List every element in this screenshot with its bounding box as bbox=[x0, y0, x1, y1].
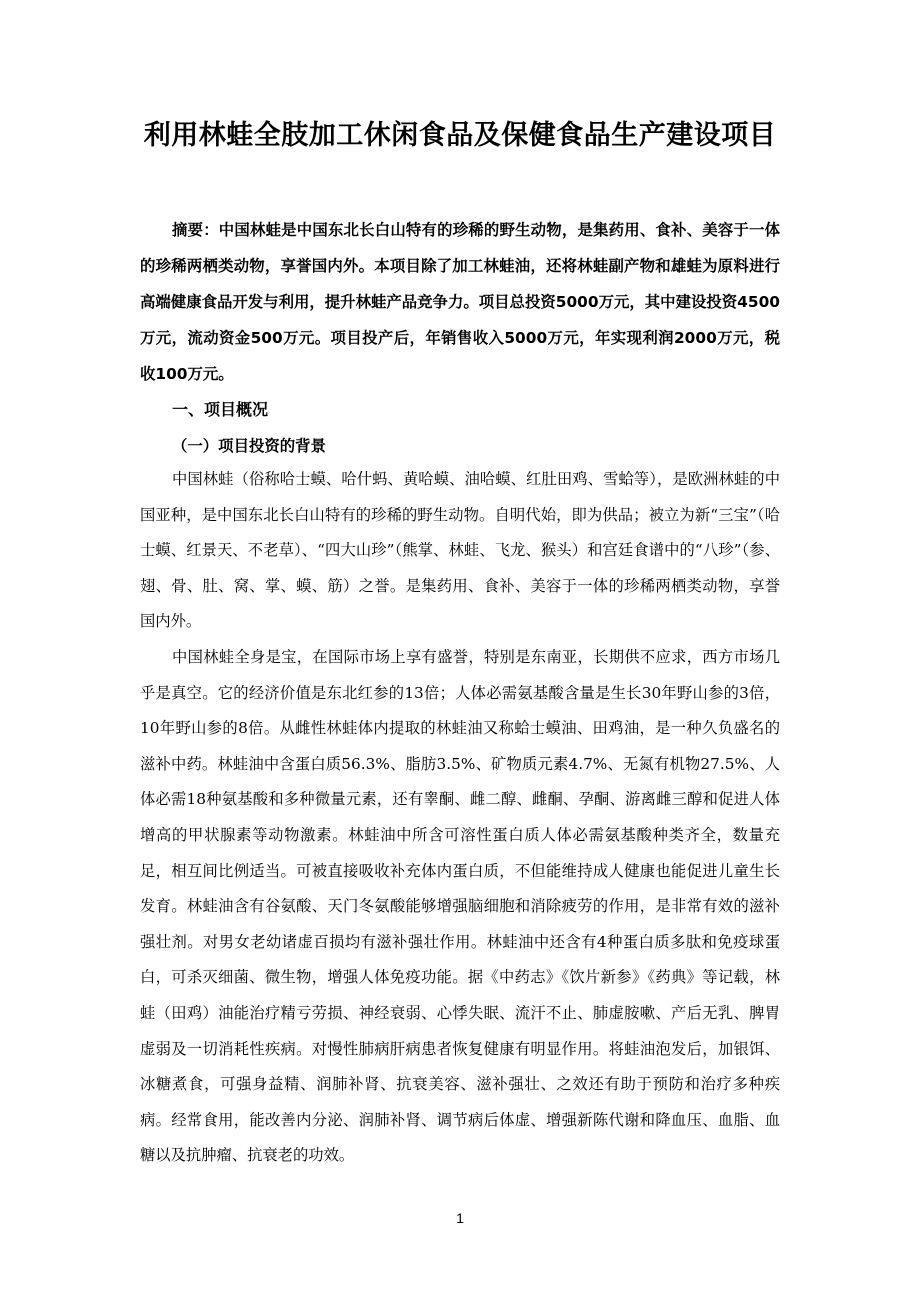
abstract-paragraph: 摘要：中国林蛙是中国东北长白山特有的珍稀的野生动物，是集药用、食补、美容于一体的珍稀两栖类动物，享誉国内外。本项目除了加工林蛙油，还将林蛙副产物和雄蛙为原料进行高端健康食品开发与利用，提升林蛙产品竞争力。项目总投资5000万元，其中建设投资4500万元，流动资金500万元。项目投产后，年销售收入5000万元，年实现利润2000万元，税收100万元。 bbox=[140, 221, 780, 383]
document-title: 利用林蛙全肢加工休闲食品及保健食品生产建设项目 bbox=[143, 120, 777, 151]
body-paragraph: 中国林蛙（俗称哈士蟆、哈什蚂、黄哈蟆、油哈蟆、红肚田鸡、雪蛤等），是欧洲林蛙的中国亚种，是中国东北长白山特有的珍稀的野生动物。自明代始，即为供品；被立为新“三宝”（哈士蟆、红景天、不老草）、“四大山珍”（熊掌、林蛙、飞龙、猴头）和宫廷食谱中的“八珍”（参、翅、骨、肚、窝、掌、蟆、筋）之誉。是集药用、食补、美容于一体的珍稀两栖类动物，享誉国内外。 bbox=[140, 470, 780, 631]
section-heading: 一、项目概况 bbox=[172, 400, 269, 419]
subsection-heading: （一）项目投资的背景 bbox=[172, 437, 326, 455]
body-paragraph-1-container bbox=[140, 462, 780, 640]
body-paragraph-2-container bbox=[140, 640, 780, 1174]
page-number: 1 bbox=[456, 1210, 464, 1226]
body-paragraph: 中国林蛙全身是宝，在国际市场上享有盛誉，特别是东南亚，长期供不应求，西方市场几乎是真空。它的经济价值是东北红参的13倍；人体必需氨基酸含量是生长30年野山参的3倍，10年野山参的8倍。从雌性林蛙体内提取的林蛙油又称蛤士蟆油、田鸡油，是一种久负盛名的滋补中药。林蛙油中含蛋白质56.3%、脂肪3.5%、矿物质元素4.7%、无氮有机物27.5%、人体必需18种氨基酸和多种微量元素，还有睾酮、雌二醇、雌酮、孕酮、游离雌三醇和促进人体增高的甲状腺素等动物激素。林蛙油中所含可溶性蛋白质人体必需氨基酸种类齐全，数量充足，相互间比例适当。可被直接吸收补充体内蛋白质，不但能维持成人健康也能促进儿童生长发育。林蛙油含有谷氨酸、天门冬氨酸能够增强脑细胞和消除疲劳的作用，是非常有效的滋补强壮剂。对男女老幼诸虚百损均有滋补强壮作用。林蛙油中还含有4种蛋白质多肽和免疫球蛋白，可杀灭细菌、微生物，增强人体免疫功能。据《中药志》《饮片新参》《药典》等记载，林蛙（田鸡）油能治疗精亏劳损、神经衰弱、心悸失眠、流汗不止、肺虚胺嗽、产后无乳、脾胃虚弱及一切消耗性疾病。对慢性肺病肝病患者恢复健康有明显作用。将蛙油泡发后，加银饵、冰糖煮食，可强身益精、润肺补肾、抗衰美容、滋补强壮、之效还有助于预防和治疗多种疾病。经常食用，能改善内分泌、润肺补肾、调节病后体虚、增强新陈代谢和降血压、血脂、血糖以及抗肿瘤、抗衰老的功效。 bbox=[140, 648, 780, 1165]
